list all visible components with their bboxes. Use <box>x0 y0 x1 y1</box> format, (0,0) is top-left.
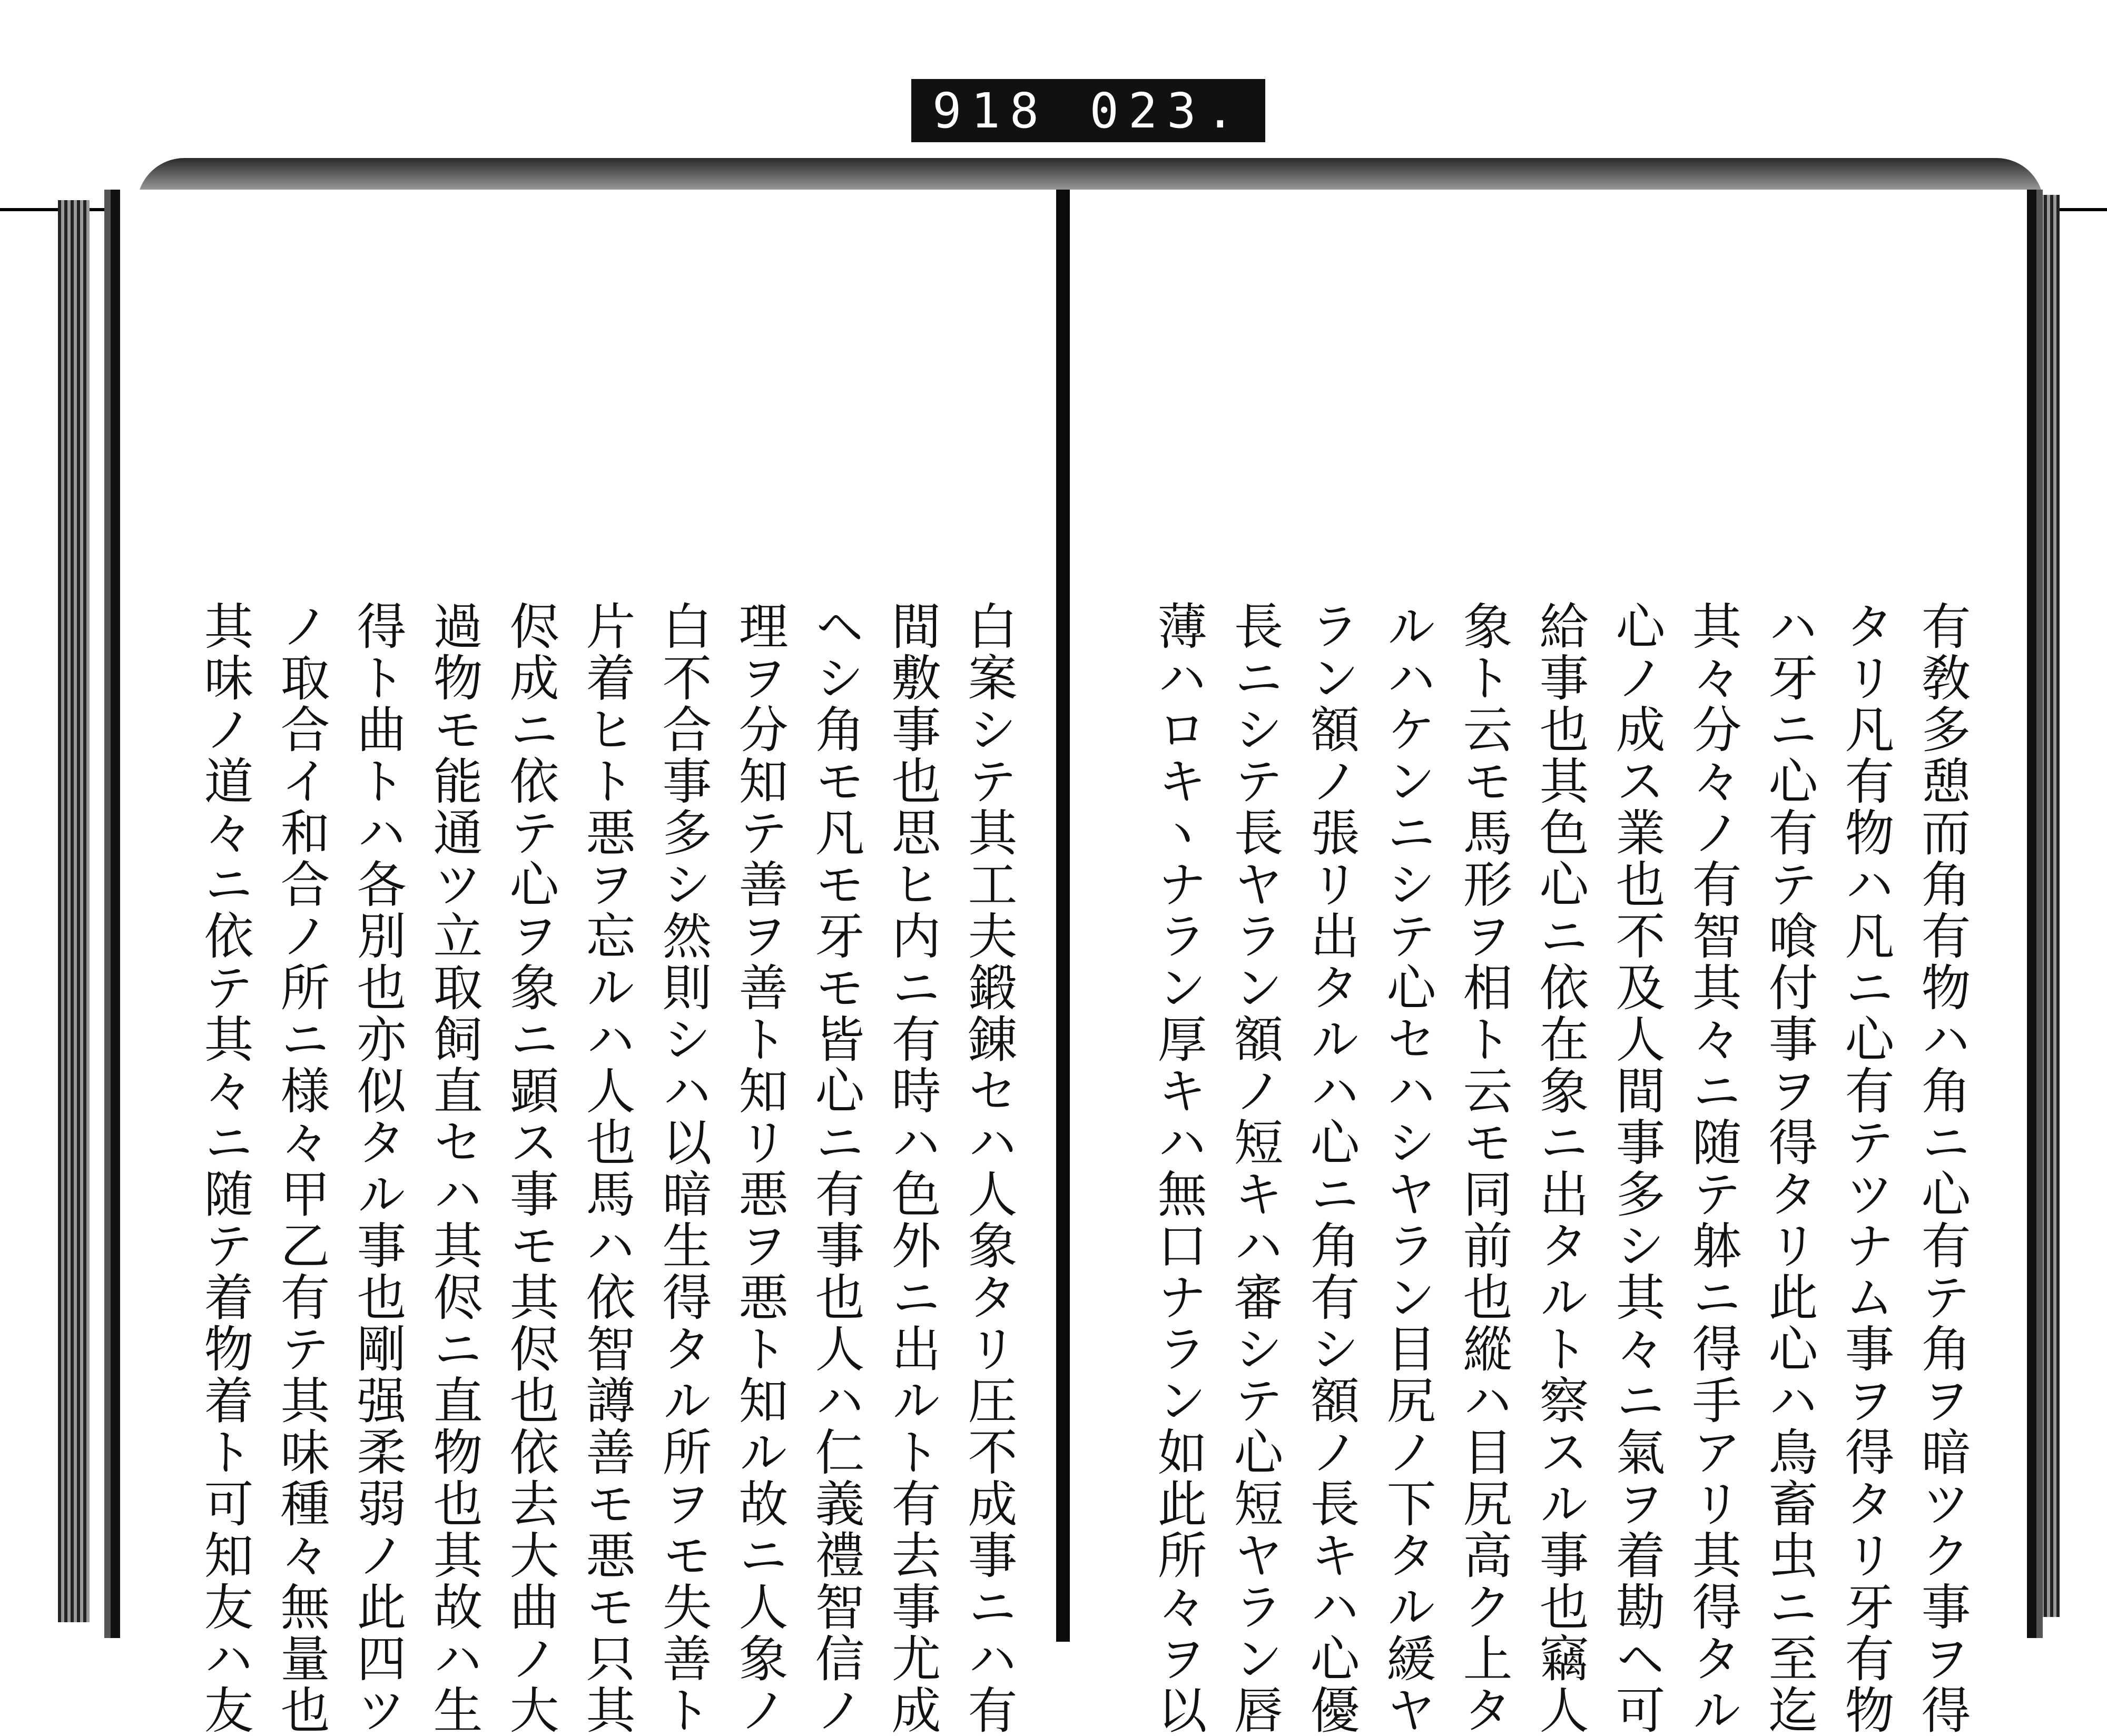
frame-number-label <box>911 79 1265 142</box>
left-page-column: 得ト曲トハ各別也亦似タル事也剛强柔弱ノ此四ツ <box>348 600 406 1736</box>
right-page <box>1063 190 2036 1736</box>
book-gutter <box>1056 190 1070 1642</box>
left-page <box>111 190 1072 1736</box>
left-page-column: 白案シテ其工夫鍛錬セハ人象タリ圧不成事ニハ有 <box>959 600 1017 1736</box>
right-page-column: ラン額ノ張リ出タルハ心ニ角有シ額ノ長キハ心優 <box>1302 600 1359 1736</box>
right-page-column: ルハケンニシテ心セハシヤラン目尻ノ下タル緩ヤ <box>1378 600 1435 1736</box>
right-page-column: 其々分々ノ有智其々ニ随テ躰ニ得手アリ其得タル <box>1683 600 1741 1736</box>
left-page-column: ヘシ角モ凡モ牙モ皆心ニ有事也人ハ仁義禮智信ノ <box>806 600 864 1736</box>
right-page-column: 給事也其色心ニ依在象ニ出タルト察スル事也竊人 <box>1531 600 1588 1736</box>
right-page-column: 象ト云モ馬形ヲ相ト云モ同前也縱ハ目尻高ク上タ <box>1454 600 1512 1736</box>
left-page-column: 其味ノ道々ニ依テ其々ニ随テ着物着ト可知友ハ友 <box>195 600 253 1736</box>
left-page-column: 白不合事多シ然則シハ以暗生得タル所ヲモ失善ト <box>654 600 711 1736</box>
right-page-column: 薄ハロキヽナラン厚キハ無口ナラン如此所々ヲ以 <box>1149 600 1206 1736</box>
left-page-column: 過物モ能通ツ立取飼直セハ其侭ニ直物也其故ハ生 <box>425 600 482 1736</box>
right-page-column: 心ノ成ス業也不及人間事多シ其々ニ氣ヲ着勘ヘ可 <box>1607 600 1665 1736</box>
left-page-column: 理ヲ分知テ善ヲ善ト知リ悪ヲ悪ト知ル故ニ人象ノ <box>730 600 787 1736</box>
frame-number-left: 918 <box>932 82 1049 139</box>
left-page-column: 間敷事也思ヒ内ニ有時ハ色外ニ出ルト有去事尤成 <box>883 600 940 1736</box>
left-page-column: 片着ヒト悪ヲ忘ルハ人也馬ハ依智譐善モ悪モ只其 <box>577 600 635 1736</box>
right-page-column: ハ牙ニ心有テ喰付事ヲ得タリ此心ハ鳥畜虫ニ至迄 <box>1760 600 1817 1736</box>
frame-number-right: 023. <box>1089 82 1244 139</box>
right-page-column: 有敎多憩而角有物ハ角ニ心有テ角ヲ暗ツク事ヲ得 <box>1913 600 1970 1736</box>
left-page-column: 侭成ニ依テ心ヲ象ニ顕ス事モ其侭也依去大曲ノ大 <box>501 600 558 1736</box>
left-page-edges <box>58 200 90 1622</box>
left-page-column: ノ取合イ和合ノ所ニ様々甲乙有テ其味種々無量也 <box>272 600 329 1736</box>
right-page-column: タリ凡有物ハ凡ニ心有テツナム事ヲ得タリ牙有物 <box>1836 600 1894 1736</box>
right-page-column: 長ニシテ長ヤラン額ノ短キハ審シテ心短ヤラン唇 <box>1225 600 1283 1736</box>
